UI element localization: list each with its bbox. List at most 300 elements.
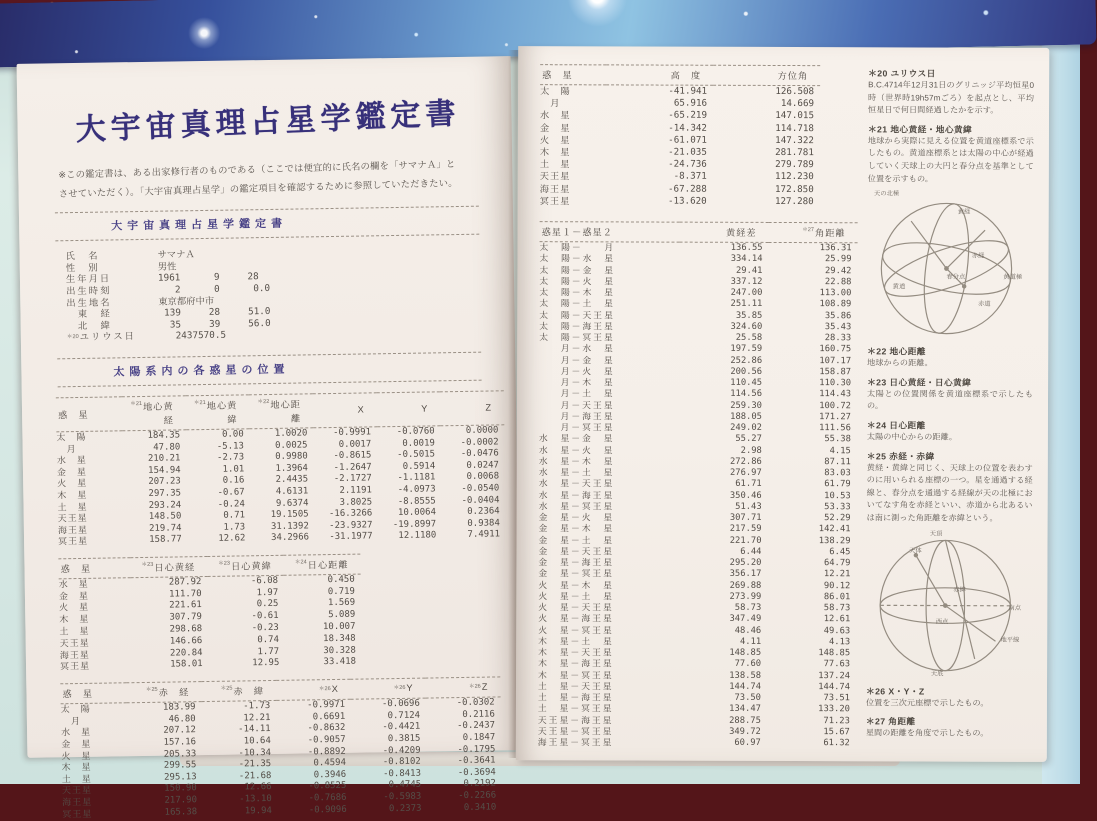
planet-name-cell: 水 星 <box>59 578 131 591</box>
value-cell: -13.10 <box>203 794 278 807</box>
value-cell: 172.850 <box>713 183 820 196</box>
value-cell: 6.44 <box>678 546 767 558</box>
planet-name-cell: 天王星 <box>540 171 606 183</box>
profile-value: サマナＡ <box>158 249 195 261</box>
sidebar-note <box>868 123 1034 186</box>
value-cell: 281.781 <box>713 147 820 160</box>
value-cell: 12.62 <box>188 534 252 547</box>
diagram-label: 地平線 <box>1000 638 1019 644</box>
profile-label: 性 別 <box>66 262 158 275</box>
value-cell: 108.89 <box>768 299 857 311</box>
diagram-label: 赤緯 <box>953 587 966 593</box>
value-cell: 5.089 <box>285 610 362 623</box>
value-cell: 0.3946 <box>277 770 352 783</box>
planet-name-cell: 月－海王星 <box>539 411 679 423</box>
note-body: 太陽の中心からの距離。 <box>867 431 1033 444</box>
value-cell: 154.94 <box>123 465 187 478</box>
planet-name-cell: 火 星－海王星 <box>538 613 678 625</box>
value-cell: -31.1977 <box>315 532 379 545</box>
table-row <box>540 134 820 147</box>
table-row <box>539 523 857 535</box>
ecliptic-celestial-sphere-diagram <box>867 191 1026 340</box>
footnote-mark: ＊25 <box>146 687 158 693</box>
value-cell: 158.87 <box>768 367 857 379</box>
value-cell: 90.12 <box>767 580 856 592</box>
diagram-label: 天底 <box>931 672 944 678</box>
value-cell: -13.620 <box>606 195 713 208</box>
column-header: $^{*21}$地心黄経 <box>122 396 186 431</box>
value-cell: -0.5983 <box>352 792 427 805</box>
column-header: 惑 星 <box>56 397 123 432</box>
value-cell: -0.4421 <box>351 722 426 735</box>
value-cell: 77.63 <box>767 659 856 671</box>
value-cell: 73.51 <box>767 693 856 705</box>
value-cell: 298.68 <box>131 624 208 637</box>
note-body: B.C.4714年12月31日のグリニッジ平均恒星0時（世界時19h57mごろ）を起点とし、平均恒星日で何日間経過したかを示す。 <box>868 79 1034 117</box>
value-cell: -0.2437 <box>426 721 501 734</box>
value-cell: 157.16 <box>127 737 202 750</box>
value-cell: 46.80 <box>127 714 202 727</box>
planet-name-cell: 月－火 星 <box>539 366 679 378</box>
note-title: ＊21 地心黄経・地心黄緯 <box>868 123 1034 136</box>
value-cell: 31.1392 <box>251 521 315 534</box>
value-cell: -2.73 <box>186 452 250 465</box>
footnote-mark: ＊21 <box>130 401 142 407</box>
value-cell: 113.00 <box>768 288 857 300</box>
value-cell: 197.59 <box>679 344 768 356</box>
note-body: 地球からの距離。 <box>867 358 1033 371</box>
value-cell: 35.43 <box>768 322 857 334</box>
value-cell: -0.0002 <box>441 437 505 450</box>
value-cell: 4.15 <box>768 445 857 457</box>
planet-name-cell: 月 <box>61 715 127 728</box>
value-cell: 207.23 <box>123 477 187 490</box>
profile-section <box>66 245 501 345</box>
value-cell: 276.97 <box>679 468 768 480</box>
value-cell: 19.94 <box>203 806 278 819</box>
value-cell: -0.8632 <box>277 723 352 736</box>
column-header: Z <box>440 391 504 426</box>
planet-name-cell: 土 星 <box>59 625 131 638</box>
column-header: 方位角 <box>713 65 820 85</box>
profile-value: 139 28 51.0 <box>158 306 270 319</box>
planet-name-cell: 金 星 <box>540 122 606 134</box>
value-cell: 137.24 <box>767 670 856 682</box>
value-cell: 28.33 <box>768 333 857 345</box>
column-header: $^{*26}$X <box>276 680 351 701</box>
value-cell: -1.73 <box>201 701 276 714</box>
planet-name-cell: 水 星－土 星 <box>539 467 679 479</box>
planet-name-cell: 冥王星 <box>58 536 124 549</box>
planet-name-cell: 太 陽－ 月 <box>540 242 680 254</box>
column-header: 惑 星 <box>60 683 126 704</box>
planet-name-cell: 水 星 <box>61 727 127 740</box>
planet-name-cell: 水 星－冥王星 <box>539 501 679 513</box>
value-cell: -0.24 <box>187 499 251 512</box>
value-cell: 77.60 <box>678 659 767 671</box>
planet-name-cell: 海王星 <box>58 524 124 537</box>
value-cell: -0.4209 <box>352 745 427 758</box>
value-cell: 0.7124 <box>351 710 426 723</box>
planet-name-cell: 金 星－冥王星 <box>538 568 678 580</box>
planet-name-cell: 月－天王星 <box>539 400 679 412</box>
value-cell: 0.1847 <box>426 732 501 745</box>
section-title-box <box>57 352 481 388</box>
value-cell: 0.719 <box>284 586 361 599</box>
note-title: ＊20 ユリウス日 <box>868 67 1034 80</box>
profile-label: 出生地名 <box>66 296 158 309</box>
note-body: 太陽との位置関係を黄道座標系で示したもの。 <box>867 388 1033 414</box>
value-cell: -0.67 <box>187 487 251 500</box>
planet-name-cell: 土 星－海王星 <box>538 692 678 704</box>
value-cell: -65.219 <box>606 110 713 123</box>
planet-name-cell: 太 陽－火 星 <box>539 276 679 288</box>
value-cell: 61.71 <box>679 479 768 491</box>
value-cell: -0.0404 <box>442 495 506 508</box>
value-cell: 15.67 <box>767 727 856 739</box>
value-cell: -41.941 <box>606 85 713 98</box>
value-cell: 183.99 <box>127 702 202 715</box>
planet-name-cell: 木 星－天王星 <box>538 647 678 659</box>
table-row <box>539 310 857 322</box>
planet-name-cell: 太 陽－海王星 <box>539 321 679 333</box>
document-title: 大宇宙真理占星学鑑定書 <box>111 218 287 233</box>
value-cell: -0.0760 <box>377 426 441 439</box>
planet-name-cell: 木 星－冥王星 <box>538 670 678 682</box>
planet-name-cell: 月－水 星 <box>539 343 679 355</box>
value-cell: 0.16 <box>187 476 251 489</box>
footnote-mark: ＊22 <box>257 399 269 405</box>
value-cell: -16.3266 <box>315 508 379 521</box>
value-cell: 150.90 <box>128 783 203 796</box>
value-cell: 30.328 <box>285 645 362 658</box>
value-cell: 347.49 <box>678 614 767 626</box>
value-cell: 207.12 <box>127 726 202 739</box>
value-cell: 0.9980 <box>250 451 314 464</box>
value-cell: 272.86 <box>679 456 768 468</box>
sidebar-note <box>867 345 1033 370</box>
planet-name-cell: 金 星－天王星 <box>538 546 678 558</box>
value-cell: 0.2364 <box>442 506 506 519</box>
planet-name-cell: 太 陽－天王星 <box>539 310 679 322</box>
value-cell: 136.31 <box>769 242 858 254</box>
table-row <box>538 737 856 749</box>
value-cell: -0.23 <box>208 623 285 636</box>
value-cell: 0.25 <box>208 599 285 612</box>
profile-label: 氏 名 <box>66 250 158 263</box>
value-cell: 12.66 <box>203 782 278 795</box>
column-header: Y <box>376 392 440 427</box>
footnote-mark: ＊20 <box>67 334 79 340</box>
note-body: 黄経・黄緯と同じく、天球上の位置を表わすのに用いられる座標の一つ。星を通過する経線と、春分点を通過する経線が天の北極においてなす角を赤経といい、赤道から北あるいは南に測った角距離を赤緯という。 <box>867 462 1033 525</box>
footnote-mark: ＊25 <box>221 686 233 692</box>
value-cell: 4.6131 <box>251 486 315 499</box>
planet-name-cell: 木 星 <box>59 613 131 626</box>
diagram-label: 西点 <box>936 620 949 626</box>
value-cell: 249.02 <box>679 423 768 435</box>
planet-name-cell: 金 星 <box>59 590 131 603</box>
value-cell: 287.92 <box>131 576 208 589</box>
planet-name-cell: 土 星－天王星 <box>538 681 678 693</box>
profile-label: $^{*20}$ユリウス日 <box>67 331 159 344</box>
value-cell: 200.56 <box>679 366 768 378</box>
value-cell: 188.05 <box>679 411 768 423</box>
value-cell: 10.007 <box>285 622 362 635</box>
value-cell: -14.11 <box>202 724 277 737</box>
value-cell: 220.84 <box>132 648 209 661</box>
value-cell: 217.59 <box>679 524 768 536</box>
profile-value: 男性 <box>158 261 177 273</box>
glossary-sidebar <box>866 61 1034 741</box>
value-cell: -67.288 <box>606 183 713 196</box>
table-row <box>540 171 820 184</box>
heliocentric-coordinates-table <box>58 553 362 673</box>
value-cell: 10.53 <box>768 490 857 502</box>
value-cell: -19.8997 <box>378 519 442 532</box>
value-cell: -0.0476 <box>441 448 505 461</box>
value-cell: 64.79 <box>767 558 856 570</box>
column-header: 惑星１－惑星２ <box>540 222 680 242</box>
planet-name-cell: 海王星 <box>62 796 128 809</box>
column-header: $^{*21}$地心黄緯 <box>185 395 249 430</box>
table-row <box>539 265 857 277</box>
value-cell: -14.342 <box>606 122 713 135</box>
value-cell: 148.85 <box>678 648 767 660</box>
column-header: $^{*23}$日心黄緯 <box>207 555 284 576</box>
planet-name-cell: 海王星－冥王星 <box>538 737 678 749</box>
table-row <box>539 343 857 355</box>
value-cell: -24.736 <box>606 159 713 172</box>
value-cell: 14.669 <box>713 98 820 111</box>
diagram-label: 天頂 <box>930 531 943 537</box>
value-cell: 55.38 <box>768 434 857 446</box>
sidebar-note <box>867 376 1033 414</box>
value-cell: 110.45 <box>679 378 768 390</box>
column-header: $^{*23}$日心黄経 <box>130 556 207 577</box>
planet-name-cell: 火 星－天王星 <box>538 602 678 614</box>
value-cell: 19.1505 <box>251 509 315 522</box>
value-cell: -10.34 <box>202 748 277 761</box>
table-row <box>538 670 856 682</box>
value-cell: 1.77 <box>208 646 285 659</box>
value-cell: 0.0019 <box>377 438 441 451</box>
planet-name-cell: 太 陽－土 星 <box>539 298 679 310</box>
value-cell: 337.12 <box>679 276 768 288</box>
value-cell: -0.8615 <box>314 450 378 463</box>
table-header-row <box>56 391 504 432</box>
value-cell: 1.569 <box>284 598 361 611</box>
value-cell: 10.0064 <box>378 507 442 520</box>
note-text: ※この鑑定書は、ある出家修行者のものである（ここでは便宜的に氏名の欄を「サマナＡ」と させていただく）。「大宇宙真理占星学」の鑑定項目を確認するために参照していただきたい。 <box>58 154 503 204</box>
column-header: 惑 星 <box>540 65 606 85</box>
note-title: ＊27 角距離 <box>866 716 1032 729</box>
planet-name-cell: 金 星－火 星 <box>539 512 679 524</box>
value-cell: 0.450 <box>284 574 361 587</box>
table-header-row <box>540 222 858 243</box>
planet-name-cell: 水 星－火 星 <box>539 445 679 457</box>
planet-name-cell: 木 星 <box>540 146 606 158</box>
value-cell: 112.230 <box>713 171 820 184</box>
value-cell: 58.73 <box>678 603 767 615</box>
value-cell: 1.3964 <box>250 463 314 476</box>
column-header: $^{*27}$角距離 <box>769 222 858 242</box>
profile-value: 2437570.5 <box>159 330 226 343</box>
value-cell: 307.71 <box>679 513 768 525</box>
value-cell: -0.0696 <box>351 698 426 711</box>
profile-label: 出生時刻 <box>66 285 158 298</box>
value-cell: 0.2373 <box>353 803 428 816</box>
value-cell: 49.63 <box>767 625 856 637</box>
value-cell: 221.70 <box>679 535 768 547</box>
footnote-mark: ＊27 <box>802 227 814 233</box>
value-cell: 25.99 <box>768 254 857 266</box>
value-cell: 0.71 <box>187 510 251 523</box>
value-cell: 0.0247 <box>441 460 505 473</box>
table-row <box>539 355 857 367</box>
value-cell: 126.508 <box>713 85 820 98</box>
value-cell: -6.08 <box>207 575 284 588</box>
left-page-content <box>17 56 522 758</box>
value-cell: 297.35 <box>123 488 187 501</box>
section-title: 太陽系内の各惑星の位置 <box>113 364 289 379</box>
value-cell: 295.13 <box>128 772 203 785</box>
right-page-tables <box>536 54 858 749</box>
value-cell: 299.55 <box>128 760 203 773</box>
value-cell: 12.61 <box>767 614 856 626</box>
table-row <box>538 580 856 592</box>
diagram-label: 南点 <box>1008 605 1021 611</box>
value-cell: 295.20 <box>678 558 767 570</box>
table-row <box>539 388 857 400</box>
value-cell: 1.97 <box>208 587 285 600</box>
value-cell: -0.3641 <box>427 756 502 769</box>
table-row <box>540 122 820 135</box>
value-cell: 6.45 <box>767 547 856 559</box>
value-cell: -8.8555 <box>378 496 442 509</box>
value-cell: -0.8525 <box>277 781 352 794</box>
note-title: ＊26 X・Y・Z <box>866 685 1032 698</box>
value-cell: 61.32 <box>767 738 856 750</box>
note-body: 地球から実際に見える位置を黄道座標系で示したもの。黄道座標系とは太陽の中心が経過していく天球上の大円と春分点を基準として位置を示すもの。 <box>868 135 1034 186</box>
value-cell: 100.72 <box>768 400 857 412</box>
value-cell: -0.7686 <box>278 793 353 806</box>
value-cell: 55.27 <box>679 434 768 446</box>
sidebar-note <box>867 450 1033 525</box>
value-cell: 3.8025 <box>314 497 378 510</box>
planet-name-cell: 太 陽－冥王星 <box>539 332 679 344</box>
value-cell: 136.55 <box>680 242 769 254</box>
table-row <box>538 715 856 727</box>
planet-name-cell: 月－土 星 <box>539 388 679 400</box>
value-cell: 158.77 <box>124 535 188 548</box>
note-title: ＊23 日心黄経・日心黄緯 <box>867 376 1033 389</box>
planet-name-cell: 天王星 <box>62 785 128 798</box>
value-cell: -0.8892 <box>277 746 352 759</box>
value-cell: 58.73 <box>767 603 856 615</box>
planet-name-cell: 冥王星 <box>60 661 132 674</box>
table-row <box>540 110 820 123</box>
value-cell: 160.75 <box>768 344 857 356</box>
value-cell: 0.4745 <box>352 780 427 793</box>
value-cell: 1.01 <box>187 464 251 477</box>
value-cell: 12.21 <box>202 713 277 726</box>
table-row <box>538 613 856 625</box>
column-header: $^{*25}$赤 緯 <box>201 681 276 702</box>
planet-name-cell: 火 星－土 星 <box>538 591 678 603</box>
table-row <box>539 400 857 412</box>
value-cell: 110.30 <box>768 378 857 390</box>
horizon-celestial-sphere-diagram <box>866 531 1025 680</box>
value-cell: -0.61 <box>208 611 285 624</box>
planet-name-cell: 火 星 <box>57 478 123 491</box>
value-cell: 251.11 <box>679 299 768 311</box>
footnote-mark: ＊23 <box>218 561 230 567</box>
value-cell: 334.14 <box>679 254 768 266</box>
table-row <box>538 658 856 670</box>
profile-label: 東 経 <box>66 308 158 321</box>
value-cell: -0.2266 <box>427 790 502 803</box>
value-cell: -0.9991 <box>313 427 377 440</box>
document-title-box <box>55 206 479 242</box>
planet-name-cell: 冥王星 <box>540 195 606 207</box>
value-cell: 12.95 <box>209 658 286 671</box>
value-cell: 133.20 <box>767 704 856 716</box>
profile-value: 1961 9 28 <box>158 272 259 285</box>
celestial-sphere-icon <box>867 191 1026 340</box>
note-body: 星間の距離を角度で示したもの。 <box>866 728 1032 741</box>
diagram-label: 春分点 <box>946 275 965 281</box>
planet-name-cell: 月－木 星 <box>539 377 679 389</box>
value-cell: 0.0017 <box>313 439 377 452</box>
planet-name-cell: 土 星 <box>540 158 606 170</box>
value-cell: 171.27 <box>768 412 857 424</box>
value-cell: 217.90 <box>128 795 203 808</box>
value-cell: 350.46 <box>679 490 768 502</box>
diagram-label: 黄道極 <box>1003 275 1022 281</box>
page-title: 大宇宙真理占星学鑑定書 <box>75 87 499 149</box>
value-cell: 205.33 <box>127 749 202 762</box>
altitude-azimuth-table <box>540 64 820 208</box>
value-cell: 0.0068 <box>441 472 505 485</box>
value-cell: 165.38 <box>128 807 203 820</box>
geocentric-coordinates-table <box>56 390 506 548</box>
footnote-mark: ＊26 <box>319 686 331 692</box>
value-cell: 0.0025 <box>250 440 314 453</box>
value-cell: 210.21 <box>123 453 187 466</box>
value-cell: 0.9384 <box>442 518 506 531</box>
planet-name-cell: 太 陽－水 星 <box>539 253 679 265</box>
planet-name-cell: 天王星 <box>58 512 124 525</box>
note-body: 位置を三次元座標で示したもの。 <box>866 697 1032 710</box>
planet-name-cell: 土 星－冥王星 <box>538 703 678 715</box>
value-cell: 12.21 <box>767 569 856 581</box>
value-cell: 83.03 <box>768 468 857 480</box>
planet-name-cell: 土 星 <box>62 773 128 786</box>
planet-name-cell: 火 星 <box>61 750 127 763</box>
column-header: $^{*22}$地心距離 <box>249 394 313 429</box>
column-header: $^{*25}$赤 経 <box>126 682 201 703</box>
planet-name-cell: 冥王星 <box>62 808 128 821</box>
planet-name-cell: 月 <box>540 97 606 109</box>
planet-name-cell: 水 星－海王星 <box>539 490 679 502</box>
profile-value: 2 0 0.0 <box>158 283 270 296</box>
value-cell: 184.35 <box>122 430 186 443</box>
value-cell: 142.41 <box>768 524 857 536</box>
value-cell: -1.2647 <box>314 462 378 475</box>
planet-name-cell: 土 星 <box>57 501 123 514</box>
value-cell: 307.79 <box>131 612 208 625</box>
footnote-mark: ＊21 <box>194 400 206 406</box>
